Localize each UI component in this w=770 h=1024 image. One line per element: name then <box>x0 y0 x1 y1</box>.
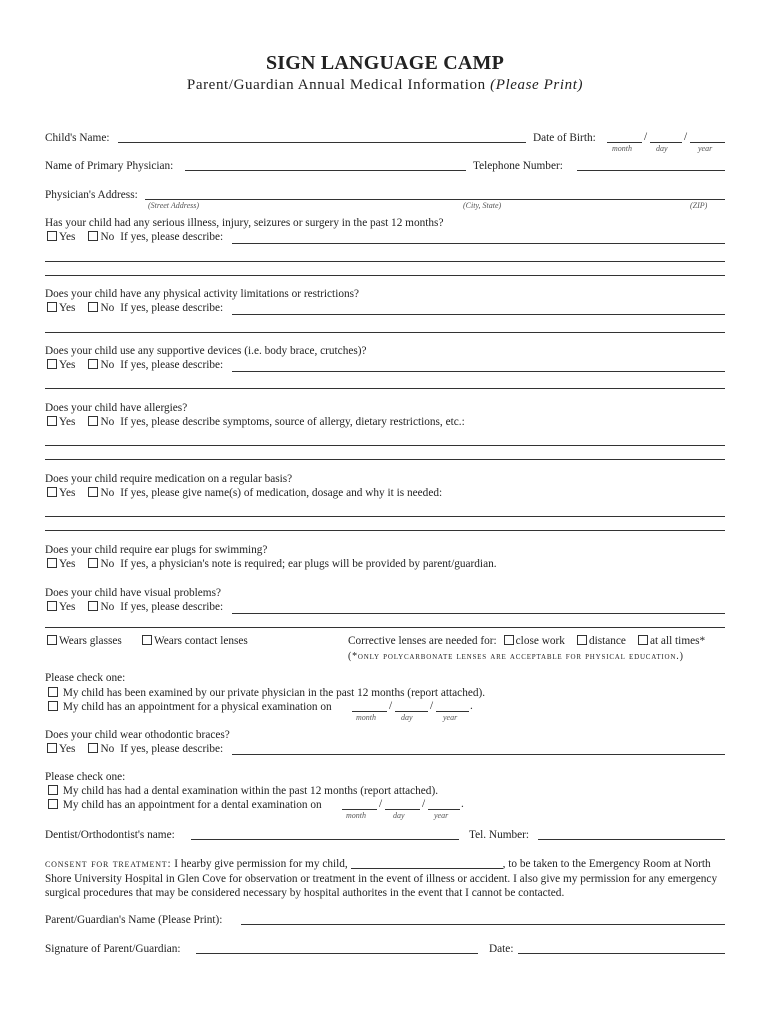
physical-slash-1: / <box>389 700 393 712</box>
allergies-options <box>47 416 465 428</box>
childs-name-field[interactable] <box>118 142 526 143</box>
question-ear-plugs: Does your child require ear plugs for swimming? <box>45 544 268 556</box>
physical-option-2-label: My child has an appointment for a physical examination on <box>62 701 332 713</box>
ear-plugs-no[interactable] <box>88 558 114 570</box>
street-hint: (Street Address) <box>148 201 200 210</box>
all-times-label: at all times* <box>649 635 706 647</box>
limitations-answer-line-2[interactable] <box>45 332 725 333</box>
dob-label: Date of Birth: <box>533 132 596 144</box>
dental-option-1[interactable] <box>48 785 438 797</box>
yes-label: Yes <box>59 487 76 499</box>
corrective-label: Corrective lenses are needed for: <box>348 635 497 647</box>
telephone-field[interactable] <box>577 170 725 171</box>
checkbox[interactable] <box>47 302 57 312</box>
physical-check-prompt: Please check one: <box>45 672 126 684</box>
checkbox[interactable] <box>47 743 57 753</box>
checkbox[interactable] <box>577 635 587 645</box>
checkbox[interactable] <box>142 635 152 645</box>
dental-option-2[interactable] <box>48 799 322 811</box>
subtitle-text: Parent/Guardian Annual Medical Information <box>186 77 486 93</box>
dob-month-hint: month <box>612 144 632 153</box>
limitations-prompt: If yes, please describe: <box>120 302 224 314</box>
polycarbonate-note: (*only polycarbonate lenses are acceptable for physical education.) <box>348 651 684 662</box>
illness-answer-line-1[interactable] <box>232 243 725 244</box>
checkbox[interactable] <box>88 231 98 241</box>
dob-slash-1: / <box>644 131 648 143</box>
ear-plugs-options <box>47 558 497 570</box>
allergies-answer-line-1[interactable] <box>45 445 725 446</box>
checkbox[interactable] <box>88 487 98 497</box>
question-medication: Does your child require medication on a regular basis? <box>45 473 293 485</box>
visual-prompt: If yes, please describe: <box>120 601 224 613</box>
braces-no[interactable] <box>88 743 114 755</box>
limitations-no[interactable] <box>88 302 114 314</box>
dental-slash-2: / <box>422 798 426 810</box>
consent-paragraph <box>45 857 735 901</box>
ear-plugs-yes[interactable] <box>47 558 75 570</box>
braces-options <box>47 743 223 755</box>
physical-slash-2: / <box>430 700 434 712</box>
physician-field[interactable] <box>185 170 466 171</box>
dental-year-field[interactable] <box>428 809 460 810</box>
dental-month-hint: month <box>346 811 366 820</box>
dob-month-field[interactable] <box>607 142 642 143</box>
distance-label: distance <box>588 635 626 647</box>
checkbox[interactable] <box>88 558 98 568</box>
allergies-prompt: If yes, please describe symptoms, source of allergy, dietary restrictions, etc.: <box>120 416 465 428</box>
yes-label: Yes <box>59 359 76 371</box>
checkbox[interactable] <box>48 701 58 711</box>
city-hint: (City, State) <box>463 201 502 210</box>
devices-prompt: If yes, please describe: <box>120 359 224 371</box>
question-devices: Does your child use any supportive devices (i.e. body brace, crutches)? <box>45 345 367 357</box>
medication-answer-line-1[interactable] <box>45 516 725 517</box>
allergies-yes[interactable] <box>47 416 75 428</box>
telephone-label: Telephone Number: <box>473 160 563 172</box>
zip-hint: (ZIP) <box>690 201 708 210</box>
checkbox[interactable] <box>638 635 648 645</box>
checkbox[interactable] <box>88 416 98 426</box>
checkbox[interactable] <box>88 601 98 611</box>
medication-no[interactable] <box>88 487 114 499</box>
dob-slash-2: / <box>684 131 688 143</box>
corrective-lenses-row <box>348 635 705 647</box>
dentist-label: Dentist/Orthodontist's name: <box>45 829 175 841</box>
physical-year-hint: year <box>443 713 458 722</box>
physical-period: . <box>470 700 473 712</box>
checkbox[interactable] <box>47 635 57 645</box>
visual-yes[interactable] <box>47 601 75 613</box>
yes-label: Yes <box>59 302 76 314</box>
consent-child-name-field[interactable] <box>351 858 503 869</box>
all-times-option[interactable] <box>638 635 705 647</box>
physical-year-field[interactable] <box>436 711 469 712</box>
no-label: No <box>100 359 115 371</box>
dental-slash-1: / <box>379 798 383 810</box>
devices-yes[interactable] <box>47 359 75 371</box>
close-work-label: close work <box>515 635 565 647</box>
dental-day-field[interactable] <box>385 809 420 810</box>
medication-options <box>47 487 442 499</box>
dob-year-hint: year <box>698 144 713 153</box>
braces-yes[interactable] <box>47 743 75 755</box>
illness-prompt: If yes, please describe: <box>120 231 224 243</box>
illness-no[interactable] <box>88 231 114 243</box>
checkbox[interactable] <box>47 231 57 241</box>
braces-answer-line[interactable] <box>232 754 725 755</box>
contacts-label: Wears contact lenses <box>154 635 248 647</box>
no-label: No <box>100 601 115 613</box>
dental-year-hint: year <box>434 811 449 820</box>
checkbox[interactable] <box>88 743 98 753</box>
checkbox[interactable] <box>47 558 57 568</box>
dental-period: . <box>461 798 464 810</box>
ear-plugs-prompt: If yes, a physician's note is required; ear plugs will be provided by parent/guardian. <box>120 558 497 570</box>
dentist-field[interactable] <box>191 839 459 840</box>
no-label: No <box>100 231 115 243</box>
physical-month-field[interactable] <box>352 711 387 712</box>
question-illness: Has your child had any serious illness, injury, seizures or surgery in the past 12 months? <box>45 217 444 229</box>
devices-answer-line-2[interactable] <box>45 388 725 389</box>
guardian-signature-field[interactable] <box>196 953 478 954</box>
guardian-name-label: Parent/Guardian's Name (Please Print): <box>45 914 223 926</box>
physical-option-1[interactable] <box>48 687 485 699</box>
visual-answer-line-2[interactable] <box>45 627 725 628</box>
illness-answer-line-2[interactable] <box>45 261 725 262</box>
question-allergies: Does your child have allergies? <box>45 402 188 414</box>
dentist-tel-label: Tel. Number: <box>469 829 530 841</box>
checkbox[interactable] <box>47 359 57 369</box>
yes-label: Yes <box>59 231 76 243</box>
dental-check-prompt: Please check one: <box>45 771 126 783</box>
visual-answer-line-1[interactable] <box>232 613 725 614</box>
illness-options <box>47 231 223 243</box>
checkbox[interactable] <box>47 601 57 611</box>
subtitle-note: (Please Print) <box>490 77 584 93</box>
question-braces: Does your child wear othodontic braces? <box>45 729 230 741</box>
allergies-no[interactable] <box>88 416 114 428</box>
no-label: No <box>100 487 115 499</box>
physical-option-2[interactable] <box>48 701 332 713</box>
checkbox[interactable] <box>48 799 58 809</box>
dental-month-field[interactable] <box>342 809 377 810</box>
limitations-yes[interactable] <box>47 302 75 314</box>
visual-options <box>47 601 223 613</box>
signature-date-field[interactable] <box>518 953 725 954</box>
distance-option[interactable] <box>577 635 626 647</box>
glasses-option[interactable] <box>47 635 122 647</box>
dental-option-2-label: My child has an appointment for a dental examination on <box>62 799 322 811</box>
consent-text-2: , to be taken to the Emergency Room at North Shore University Hospital in Glen Cove for observation or treatment in the event of illness or accident. I also give my permission for any emergency surgical procedures that may be considered necessary by hospital authorites in the event that I cannot be contacted. <box>45 858 718 899</box>
close-work-option[interactable] <box>504 635 565 647</box>
devices-answer-line-1[interactable] <box>232 371 725 372</box>
devices-no[interactable] <box>88 359 114 371</box>
yes-label: Yes <box>59 601 76 613</box>
illness-yes[interactable] <box>47 231 75 243</box>
limitations-options <box>47 302 223 314</box>
medication-yes[interactable] <box>47 487 75 499</box>
dob-day-hint: day <box>656 144 668 153</box>
checkbox[interactable] <box>47 487 57 497</box>
checkbox[interactable] <box>504 635 514 645</box>
physical-day-field[interactable] <box>395 711 428 712</box>
no-label: No <box>100 302 115 314</box>
checkbox[interactable] <box>48 785 58 795</box>
physical-day-hint: day <box>401 713 413 722</box>
checkbox[interactable] <box>48 687 58 697</box>
consent-label: consent for treatment: <box>45 858 172 870</box>
guardian-signature-label: Signature of Parent/Guardian: <box>45 943 181 955</box>
physician-label: Name of Primary Physician: <box>45 160 174 172</box>
checkbox[interactable] <box>88 359 98 369</box>
dental-option-1-label: My child has had a dental examination within the past 12 months (report attached). <box>62 785 439 797</box>
devices-options <box>47 359 223 371</box>
glasses-label: Wears glasses <box>59 635 122 647</box>
no-label: No <box>100 558 115 570</box>
dob-year-field[interactable] <box>690 142 725 143</box>
no-label: No <box>100 743 115 755</box>
no-label: No <box>100 416 115 428</box>
form-subtitle <box>0 77 770 94</box>
illness-answer-line-3[interactable] <box>45 275 725 276</box>
childs-name-label: Child's Name: <box>45 132 110 144</box>
braces-prompt: If yes, please describe: <box>120 743 224 755</box>
allergies-answer-line-2[interactable] <box>45 459 725 460</box>
signature-date-label: Date: <box>489 943 514 955</box>
contacts-option[interactable] <box>142 635 248 647</box>
address-field[interactable] <box>145 199 725 200</box>
yes-label: Yes <box>59 743 76 755</box>
dentist-tel-field[interactable] <box>538 839 725 840</box>
yes-label: Yes <box>59 558 76 570</box>
consent-text-1: I hearby give permission for my child, <box>174 858 348 870</box>
physical-option-1-label: My child has been examined by our private physician in the past 12 months (report attached). <box>62 687 486 699</box>
dob-day-field[interactable] <box>650 142 682 143</box>
yes-label: Yes <box>59 416 76 428</box>
medication-prompt: If yes, please give name(s) of medication, dosage and why it is needed: <box>120 487 443 499</box>
question-visual: Does your child have visual problems? <box>45 587 222 599</box>
form-title: SIGN LANGUAGE CAMP <box>265 52 505 74</box>
dental-day-hint: day <box>393 811 405 820</box>
visual-no[interactable] <box>88 601 114 613</box>
question-limitations: Does your child have any physical activity limitations or restrictions? <box>45 288 360 300</box>
checkbox[interactable] <box>47 416 57 426</box>
guardian-name-field[interactable] <box>241 924 725 925</box>
physical-month-hint: month <box>356 713 376 722</box>
address-label: Physician's Address: <box>45 189 138 201</box>
medication-answer-line-2[interactable] <box>45 530 725 531</box>
checkbox[interactable] <box>88 302 98 312</box>
limitations-answer-line-1[interactable] <box>232 314 725 315</box>
